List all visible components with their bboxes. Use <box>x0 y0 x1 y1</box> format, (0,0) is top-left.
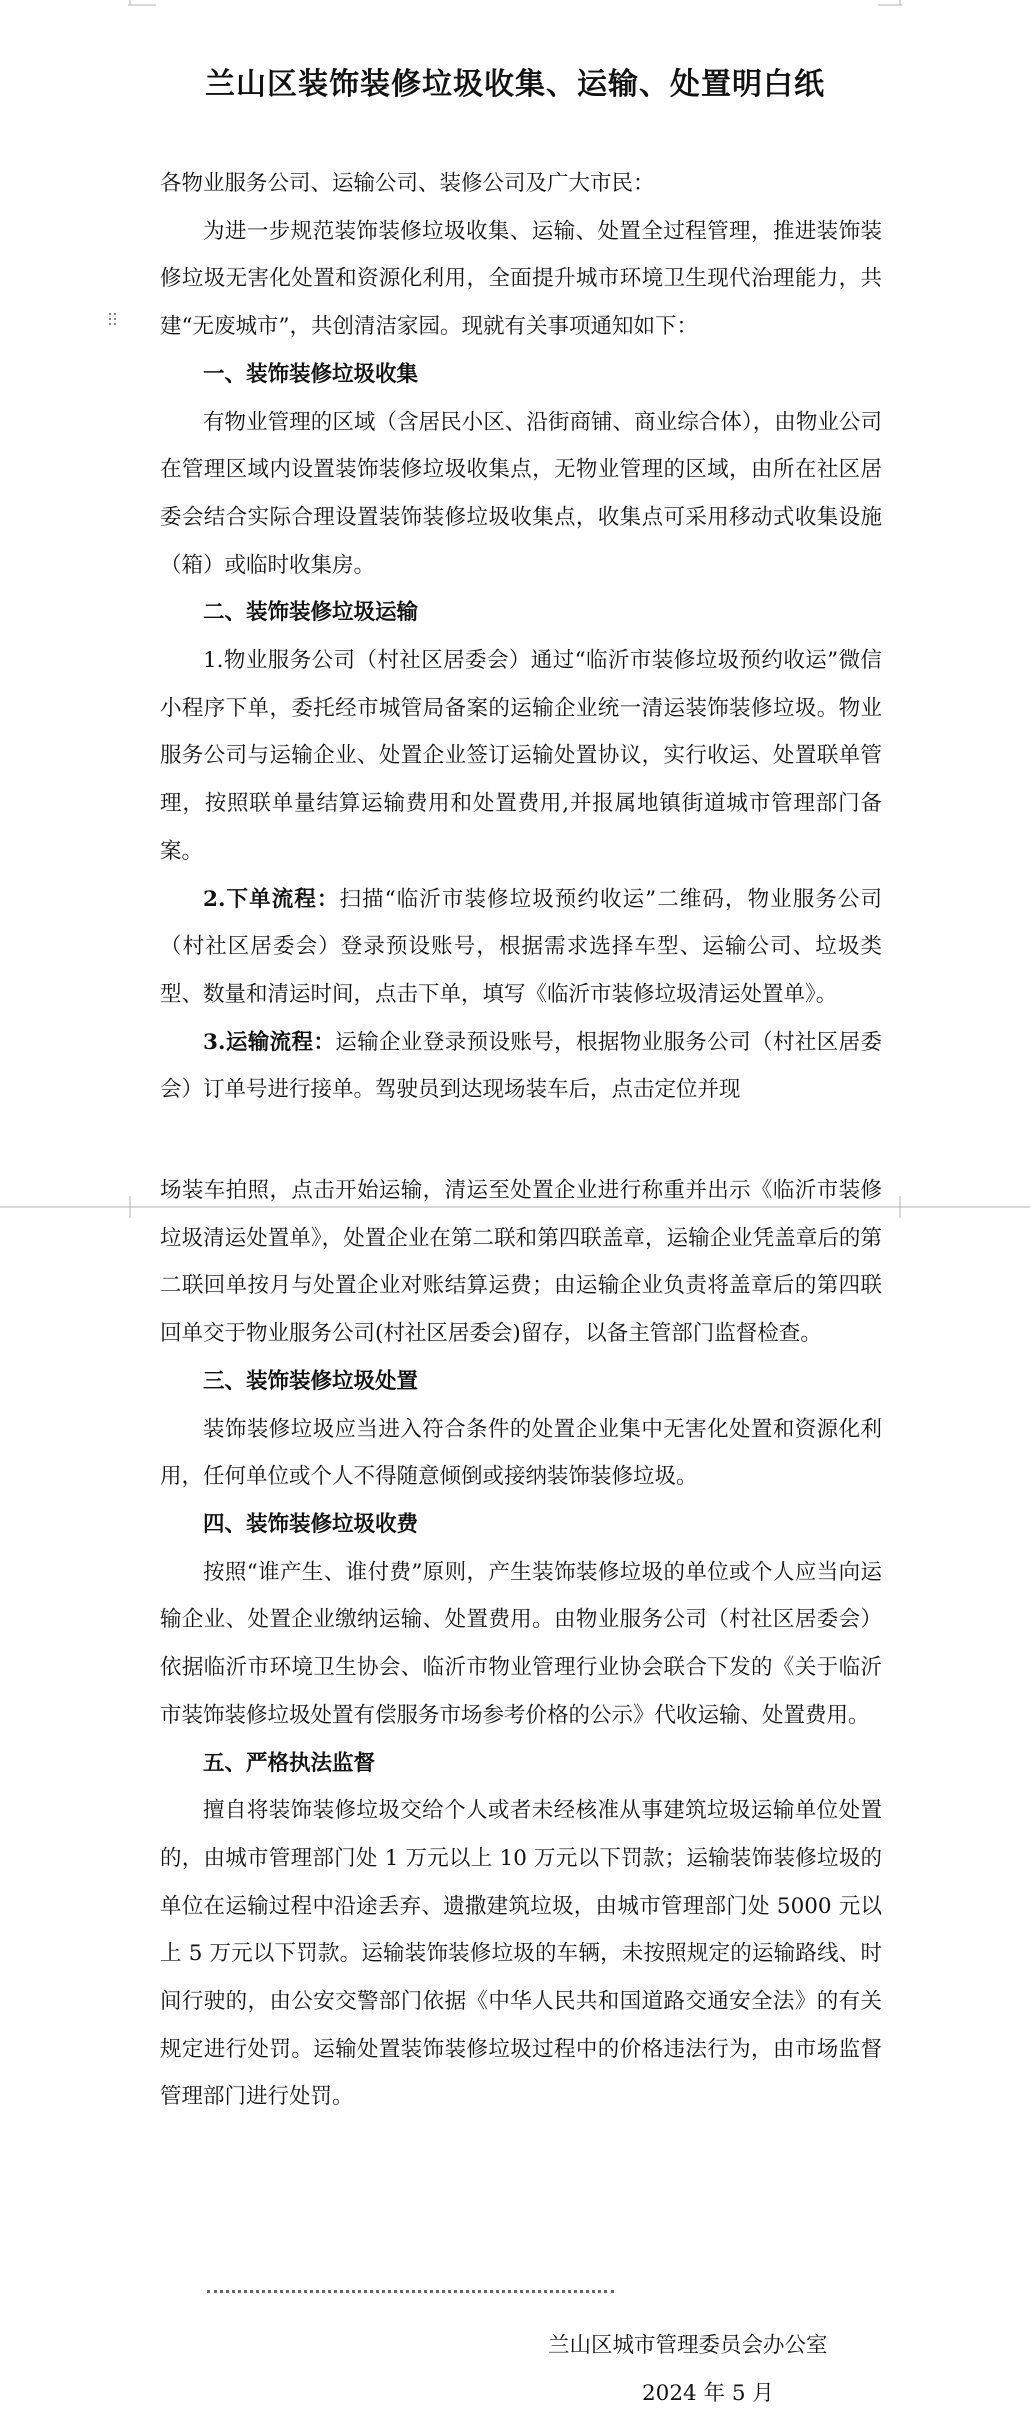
drag-handle-icon <box>109 313 116 325</box>
section-1-body: 有物业管理的区域（含居民小区、沿街商铺、商业综合体），由物业公司在管理区域内设置装饰装修垃圾收集点，无物业管理的区域，由所在社区居委会结合实际合理设置装饰装修垃圾收集点，收集点可采用移动式收集设施（箱）或临时收集房。 <box>160 409 882 578</box>
section-2-item-2 <box>160 876 882 1019</box>
signature-org: 兰山区城市管理委员会办公室 <box>548 2333 828 2358</box>
section-2-heading: 二、装饰装修垃圾运输 <box>203 600 419 626</box>
section-2-item-3-page-1 <box>160 1019 882 1114</box>
signature-date: 2024 年 5 月 <box>642 2380 774 2406</box>
section-2-item-3-body-part-1: 运输企业登录预设账号，根据物业服务公司（村社区居委会）订单号进行接单。驾驶员到达现场装车后，点击定位并现 <box>160 1029 882 1103</box>
section-4-heading: 四、装饰装修垃圾收费 <box>203 1511 419 1537</box>
section-3-body: 装饰装修垃圾应当进入符合条件的处置企业集中无害化处置和资源化利用，任何单位或个人不得随意倾倒或接纳装饰装修垃圾。 <box>160 1416 882 1490</box>
section-4-body: 按照“谁产生、谁付费”原则，产生装饰装修垃圾的单位或个人应当向运输企业、处置企业缴纳运输、处置费用。由物业服务公司（村社区居委会）依据临沂市环境卫生协会、临沂市物业管理行业协会联合下发的《关于临沂市装饰装修垃圾处置有偿服务市场参考价格的公示》代收运输、处置费用。 <box>160 1559 882 1728</box>
section-2-item-2-label: 2.下单流程： <box>203 886 340 912</box>
section-5-heading: 五、严格执法监督 <box>203 1750 376 1776</box>
section-2-item-3-body-part-2: 场装车拍照，点击开始运输，清运至处置企业进行称重并出示《临沂市装修垃圾清运处置单》，处置企业在第二联和第四联盖章，运输企业凭盖章后的第二联回单按月与处置企业对账结算运费；由运输企业负责将盖章后的第四联回单交于物业服务公司(村社区居委会)留存，以备主管部门监督检查。 <box>160 1178 882 1347</box>
document-title: 兰山区装饰装修垃圾收集、运输、处置明白纸 <box>205 67 825 102</box>
dotted-separator <box>207 2290 614 2293</box>
section-2-item-1: 1.物业服务公司（村社区居委会）通过“临沂市装修垃圾预约收运”微信小程序下单，委托经市城管局备案的运输企业统一清运装饰装修垃圾。物业服务公司与运输企业、处置企业签订运输处置协议，实行收运、处置联单管理，按照联单量结算运输费用和处置费用,并报属地镇街道城市管理部门备案。 <box>160 648 882 864</box>
page-break <box>160 1114 882 1167</box>
document-body <box>160 160 882 2121</box>
salutation: 各物业服务公司、运输公司、装修公司及广大市民： <box>160 171 655 196</box>
intro-paragraph: 为进一步规范装饰装修垃圾收集、运输、处置全过程管理，推进装饰装修垃圾无害化处置和资源化利用，全面提升城市环境卫生现代治理能力，共建“无废城市”，共创清洁家园。现就有关事项通知如下： <box>160 218 882 340</box>
section-5-body: 擅自将装饰装修垃圾交给个人或者未经核准从事建筑垃圾运输单位处置的，由城市管理部门处 1 万元以上 10 万元以下罚款；运输装饰装修垃圾的单位在运输过程中沿途丢弃、遗撒建筑垃圾，由城市管理部门处 5000 元以上 5 万元以下罚款。运输装饰装修垃圾的车辆，未按照规定的运输路线、时间行驶的，由公安交警部门依据《中华人民共和国道路交通安全法》的有关规定进行处罚。运输处置装饰装修垃圾过程中的价格违法行为，由市场监督管理部门进行处罚。 <box>160 1798 882 2110</box>
signature-block <box>548 2322 828 2417</box>
section-2-item-2-body: 扫描“临沂市装修垃圾预约收运”二维码，物业服务公司（村社区居委会）登录预设账号，根据需求选择车型、运输公司、垃圾类型、数量和清运时间，点击下单，填写《临沂市装修垃圾清运处置单》。 <box>160 886 882 1007</box>
section-1-heading: 一、装饰装修垃圾收集 <box>203 361 419 387</box>
section-3-heading: 三、装饰装修垃圾处置 <box>203 1368 419 1394</box>
section-2-item-3-label: 3.运输流程： <box>203 1029 336 1055</box>
